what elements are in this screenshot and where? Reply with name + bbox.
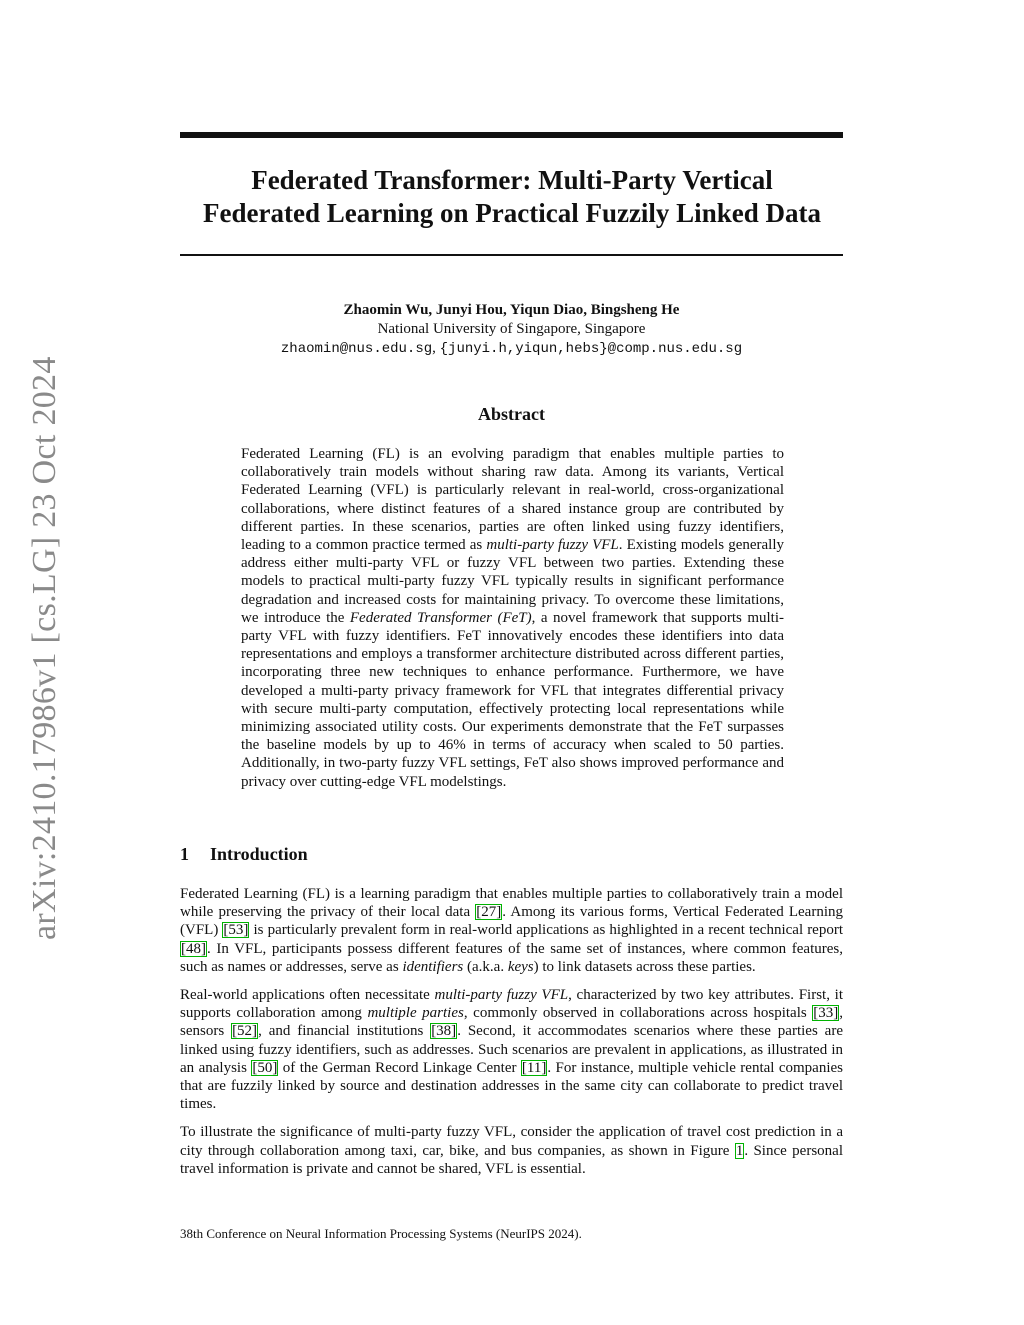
p1-text-e: (a.k.a. <box>463 958 508 975</box>
title-bottom-rule <box>180 254 843 256</box>
p2-text-c: , commonly observed in collaborations across hospitals <box>463 1005 813 1022</box>
p1-text-b: . Among its various forms, Vertical Federated Learning (VFL) <box>180 904 843 939</box>
p1-text-c: is particularly prevalent form in real-world applications as highlighted in a recent technical report <box>249 922 844 939</box>
p1-text-f: ) to link datasets across these parties. <box>533 958 756 975</box>
abstract-body <box>241 445 784 791</box>
section-title: Introduction <box>210 844 308 864</box>
abstract-heading: Abstract <box>478 404 545 424</box>
author-emails <box>180 339 843 359</box>
p3-text-b: . Since personal travel information is private and cannot be shared, VFL is essential. <box>180 1142 843 1177</box>
citation-link[interactable]: [11] <box>521 1059 547 1076</box>
title-top-rule <box>180 132 843 138</box>
p3-text-a: To illustrate the significance of multi-party fuzzy VFL, consider the application of travel cost prediction in a city through collaboration among taxi, car, bike, and bus companies, as shown in Figure <box>180 1124 843 1159</box>
p1-emphasis-keys: keys <box>507 958 534 975</box>
conference-footnote: 38th Conference on Neural Information Processing Systems (NeurIPS 2024). <box>180 1226 582 1241</box>
p1-emphasis-identifiers: identifiers <box>402 958 464 975</box>
paragraph-3 <box>180 1123 843 1178</box>
p2-text-f: . Second, it accommodates scenarios where these parties are linked using fuzzy identifiers, such as addresses. Such scenarios are prevalent in applications, as illustrated in an analysis <box>180 1023 843 1076</box>
email-separator: , <box>432 340 440 356</box>
title-line-1: Federated Transformer: Multi-Party Vertical <box>251 165 773 195</box>
p2-text-h: . For instance, multiple vehicle rental companies that are fuzzily linked by source and destination addresses in the same city can collaborate to predict travel times. <box>180 1059 844 1113</box>
p2-text-d: , sensors <box>180 1005 843 1040</box>
title-line-2: Federated Learning on Practical Fuzzily Linked Data <box>203 198 821 228</box>
author-affiliation: National University of Singapore, Singapore <box>377 321 646 337</box>
citation-link[interactable]: [38] <box>431 1023 457 1040</box>
p1-text-d: . In VFL, participants possess different features of the same set of instances, where common features, such as names or addresses, serve as <box>180 940 843 975</box>
p1-text-a: Federated Learning (FL) is a learning paradigm that enables multiple parties to collaboratively train a model while preserving the privacy of their local data <box>180 886 843 921</box>
p2-emphasis-1: multi-party fuzzy VFL <box>434 987 569 1004</box>
citation-link[interactable]: [50] <box>252 1059 278 1076</box>
email-group: {junyi.h,yiqun,hebs}@comp.nus.edu.sg <box>439 341 743 357</box>
p2-text-a: Real-world applications often necessitate <box>180 987 435 1004</box>
abstract-text-2: . Existing models generally address either multi-party VFL or fuzzy VFL between two parties. Extending these models to practical multi-party fuzzy VFL typically results in significant performance degradation and increased costs for maintaining privacy. To overcome these limitations, we introduce the <box>241 537 784 626</box>
citation-link[interactable]: [33] <box>813 1005 839 1022</box>
abstract-emphasis-2: Federated Transformer (FeT) <box>349 609 532 626</box>
p2-emphasis-2: multiple parties <box>367 1005 464 1022</box>
paragraph-1 <box>180 885 843 976</box>
figure-reference-link[interactable]: 1 <box>735 1142 744 1159</box>
abstract-text-1: Federated Learning (FL) is an evolving paradigm that enables multiple parties to collaboratively train models without sharing raw data. Among its variants, Vertical Federated Learning (VFL) is particularly relevant in real-world, cross-organizational collaborations, where distinct features of a shared instance group are contributed by different parties. In these scenarios, parties are often linked using fuzzy identifiers, leading to a common practice termed as <box>241 446 784 554</box>
p2-text-e: , and financial institutions <box>258 1023 431 1040</box>
p2-text-g: of the German Record Linkage Center <box>278 1059 521 1076</box>
paper-title <box>150 164 874 230</box>
arxiv-sidebar-stamp: arXiv:2410.17986v1 [cs.LG] 23 Oct 2024 <box>26 356 63 940</box>
introduction-body <box>180 885 843 1188</box>
abstract-emphasis-1: multi-party fuzzy VFL <box>486 537 619 554</box>
p2-text-b: , characterized by two key attributes. First, it supports collaboration among <box>180 987 843 1022</box>
citation-link[interactable]: [53] <box>223 922 249 939</box>
paragraph-2 <box>180 986 843 1113</box>
author-block <box>180 301 843 359</box>
section-number: 1 <box>180 844 189 864</box>
abstract-text-3: , a novel framework that supports multi-party VFL with fuzzy identifiers. FeT innovatively encodes these identifiers into data representations and employs a transformer architecture distributed across different parties, incorporating three new techniques to enhance performance. Furthermore, we have developed a multi-party privacy framework for VFL that integrates differential privacy with secure multi-party computation, effectively protecting local representations while minimizing associated utility costs. Our experiments demonstrate that the FeT surpasses the baseline models by up to 46% in terms of accuracy when scaled to 50 parties. Additionally, in two-party fuzzy VFL settings, FeT also shows improved performance and privacy over cutting-edge VFL modelstings. <box>241 609 784 790</box>
citation-link[interactable]: [27] <box>476 904 502 921</box>
email-primary: zhaomin@nus.edu.sg <box>280 341 433 357</box>
citation-link[interactable]: [48] <box>181 940 206 957</box>
section-heading <box>180 844 308 865</box>
citation-link[interactable]: [52] <box>232 1023 258 1040</box>
author-names: Zhaomin Wu, Junyi Hou, Yiqun Diao, Bingsheng He <box>343 302 680 318</box>
